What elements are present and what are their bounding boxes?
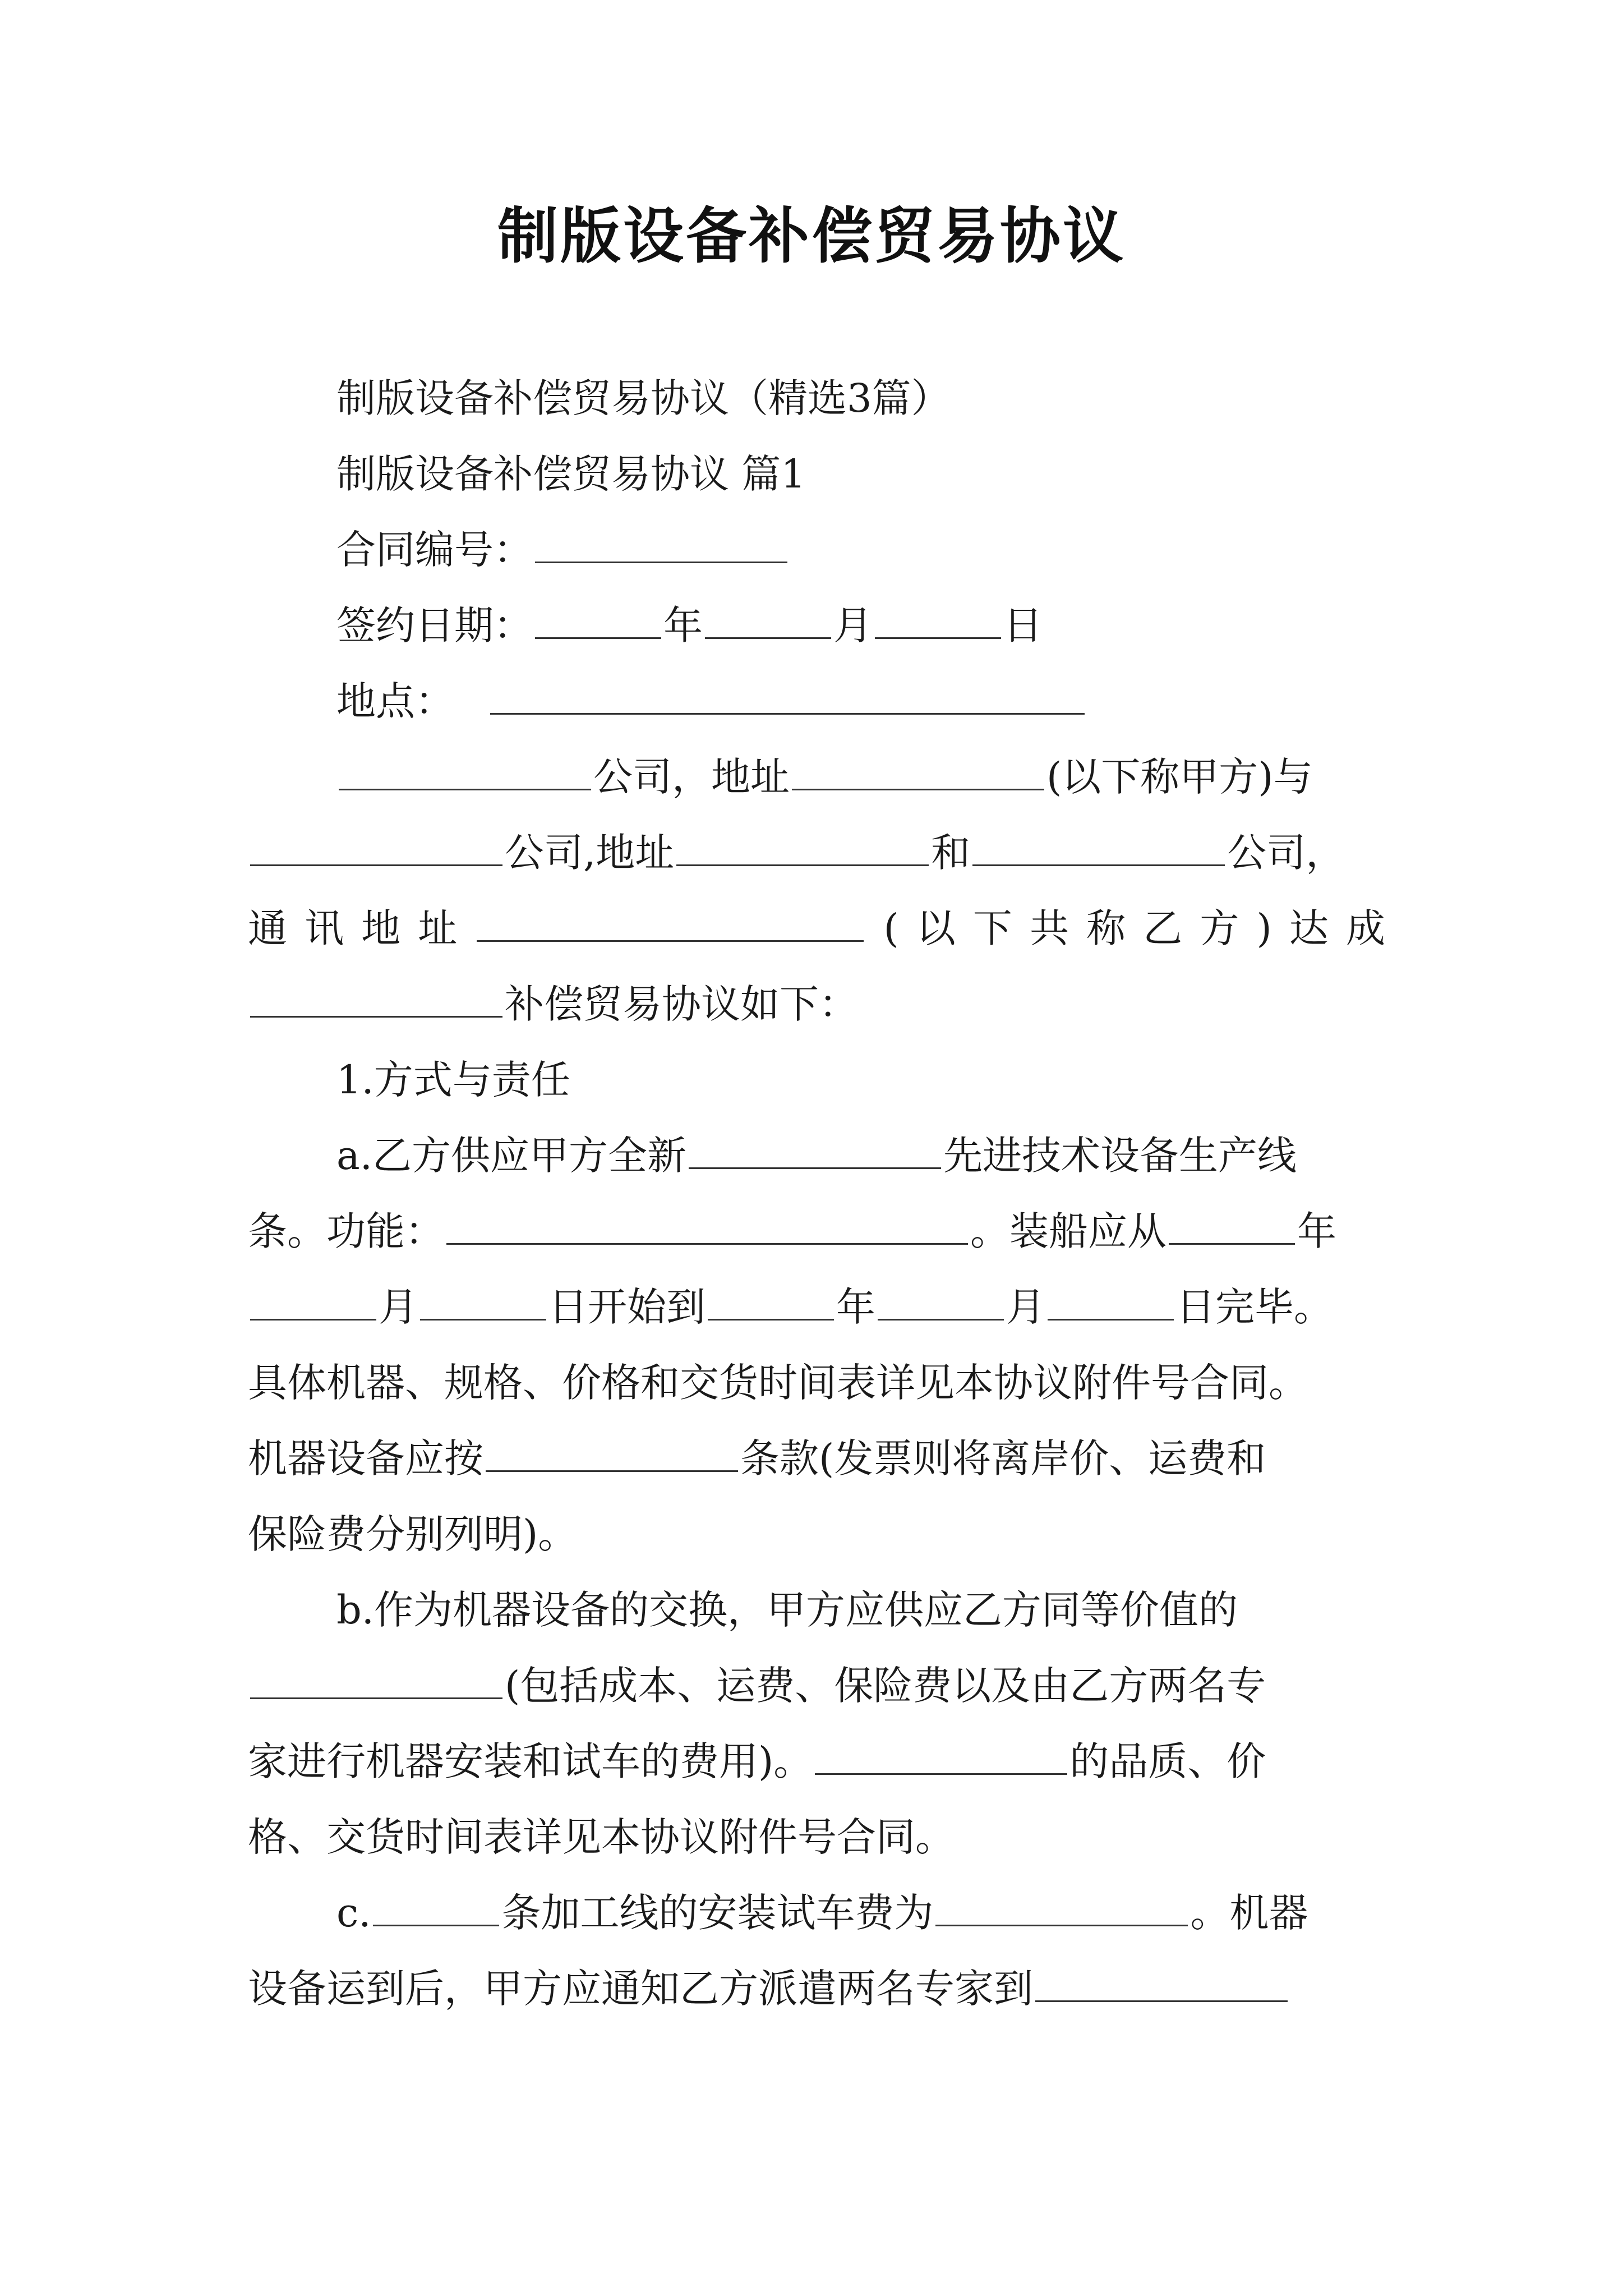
clause-a-day-start: 日开始到 xyxy=(548,1284,706,1330)
clause-a-line-2 xyxy=(248,1203,1336,1259)
location-line xyxy=(336,673,1087,729)
clause-c-line-1 xyxy=(336,1885,1308,1941)
clause-b-line-2 xyxy=(248,1658,1266,1714)
install-fee-blank xyxy=(935,1888,1188,1926)
party-line-2 xyxy=(248,825,1345,881)
party-line-1 xyxy=(336,749,1313,805)
party-b-name-blank xyxy=(250,827,502,866)
party-b-joint-char: 达 xyxy=(1289,905,1329,951)
contract-number-label: 合同编号： xyxy=(336,527,533,573)
comm-char: 地 xyxy=(361,905,401,951)
clause-a-terms-start: 机器设备应按 xyxy=(248,1435,483,1481)
terms-blank xyxy=(486,1433,738,1472)
party-a-address-blank xyxy=(792,752,1044,790)
section-heading: 制版设备补偿贸易协议 篇1 xyxy=(336,451,806,497)
ship-month-blank xyxy=(250,1282,376,1320)
sign-date-line xyxy=(336,597,1043,654)
end-year-blank xyxy=(708,1282,834,1320)
clause-b-line-3 xyxy=(248,1733,1266,1789)
agreement-intro-text: 补偿贸易协议如下： xyxy=(505,981,858,1027)
clause-a-line-5 xyxy=(248,1430,1266,1487)
ship-year-blank xyxy=(1169,1206,1295,1245)
party-line-3 xyxy=(248,900,1385,956)
document-title: 制版设备补偿贸易协议 xyxy=(497,201,1126,272)
party-line-4 xyxy=(248,976,858,1032)
location-blank xyxy=(490,676,1085,715)
sign-month-blank xyxy=(705,600,831,639)
clause-a-function: 条。功能： xyxy=(248,1208,444,1254)
clause-c-mid: 条加工线的安装试车费为 xyxy=(501,1890,934,1936)
sign-month-label: 月 xyxy=(833,602,873,648)
party-b-joint-char: 共 xyxy=(1030,905,1069,951)
location-label: 地点： xyxy=(336,678,454,724)
clause-a-end: 先进技术设备生产线 xyxy=(943,1133,1297,1179)
end-day-blank xyxy=(1048,1282,1174,1320)
party-b-joint-char: 下 xyxy=(972,905,1012,951)
party-c-name-blank xyxy=(972,827,1225,866)
party-b-joint-char: ( xyxy=(883,905,899,951)
comm-char: 讯 xyxy=(305,905,344,951)
clause-b-line-3-start: 家进行机器安装和试车的费用)。 xyxy=(248,1738,813,1784)
clause-a-month2: 月 xyxy=(1006,1284,1045,1330)
party-a-end-text: (以下称甲方)与 xyxy=(1046,754,1313,800)
clause-b-line-3-end: 的品质、价 xyxy=(1069,1738,1266,1784)
clause-a-day-end: 日完毕。 xyxy=(1176,1284,1333,1330)
party-b-joint-char: 以 xyxy=(916,905,956,951)
comm-address-blank xyxy=(477,903,864,942)
clause-c-start: c. xyxy=(336,1890,371,1936)
party-b-joint-char: ) xyxy=(1256,905,1272,951)
sign-day-blank xyxy=(875,600,1001,639)
clause-a-month1: 月 xyxy=(379,1284,418,1330)
party-b-joint-char: 方 xyxy=(1200,905,1239,951)
party-c-company-text: 公司， xyxy=(1227,830,1345,876)
sign-year-blank xyxy=(535,600,661,639)
equipment-blank xyxy=(689,1130,941,1169)
line-count-blank xyxy=(373,1888,499,1926)
party-b-joint-char: 成 xyxy=(1345,905,1385,951)
clause-c-line-2-text: 设备运到后，甲方应通知乙方派遣两名专家到 xyxy=(248,1966,1033,2012)
clause-a-year2: 年 xyxy=(836,1284,875,1330)
sign-date-label: 签约日期： xyxy=(336,602,533,648)
party-b-joint-char: 乙 xyxy=(1143,905,1183,951)
goods-quality-blank xyxy=(815,1736,1067,1775)
clause-a-year: 年 xyxy=(1297,1208,1336,1254)
clause-a-line-6: 保险费分别列明)。 xyxy=(248,1511,578,1557)
contract-number-blank xyxy=(535,524,787,563)
party-b-joint-char: 称 xyxy=(1086,905,1126,951)
clause-a-line-1 xyxy=(336,1128,1297,1184)
exchange-goods-blank xyxy=(250,1660,502,1699)
function-blank xyxy=(446,1206,968,1245)
party-a-name-blank xyxy=(339,752,591,790)
clause-a-start: a.乙方供应甲方全新 xyxy=(336,1133,686,1179)
party-b-and-text: 和 xyxy=(931,830,971,876)
subtitle: 制版设备补偿贸易协议（精选3篇） xyxy=(336,375,951,421)
clause-a-terms-end: 条款(发票则将离岸价、运费和 xyxy=(740,1435,1266,1481)
party-a-company-text: 公司，地址 xyxy=(593,754,790,800)
clause-1-heading: 1.方式与责任 xyxy=(336,1057,570,1103)
clause-b-line-1: b.作为机器设备的交换，甲方应供应乙方同等价值的 xyxy=(336,1587,1238,1633)
comm-char: 址 xyxy=(418,905,458,951)
clause-a-line-4: 具体机器、规格、价格和交货时间表详见本协议附件号合同。 xyxy=(248,1360,1308,1406)
end-month-blank xyxy=(878,1282,1004,1320)
clause-a-ship: 。装船应从 xyxy=(970,1208,1166,1254)
clause-c-end: 。机器 xyxy=(1190,1890,1308,1936)
clause-c-line-2 xyxy=(248,1961,1290,2017)
clause-b-line-4: 格、交货时间表详见本协议附件号合同。 xyxy=(248,1814,955,1860)
clause-b-line-2-text: (包括成本、运费、保险费以及由乙方两名专 xyxy=(505,1663,1266,1709)
agreement-type-blank xyxy=(250,979,502,1018)
party-b-company-text: 公司,地址 xyxy=(505,830,675,876)
expert-location-blank xyxy=(1035,1963,1288,2002)
comm-char: 通 xyxy=(248,905,287,951)
sign-year-label: 年 xyxy=(663,602,703,648)
contract-number-line xyxy=(336,522,790,578)
ship-day-blank xyxy=(420,1282,546,1320)
party-b-address-blank xyxy=(676,827,929,866)
sign-day-label: 日 xyxy=(1003,602,1043,648)
clause-a-line-3 xyxy=(248,1279,1333,1335)
